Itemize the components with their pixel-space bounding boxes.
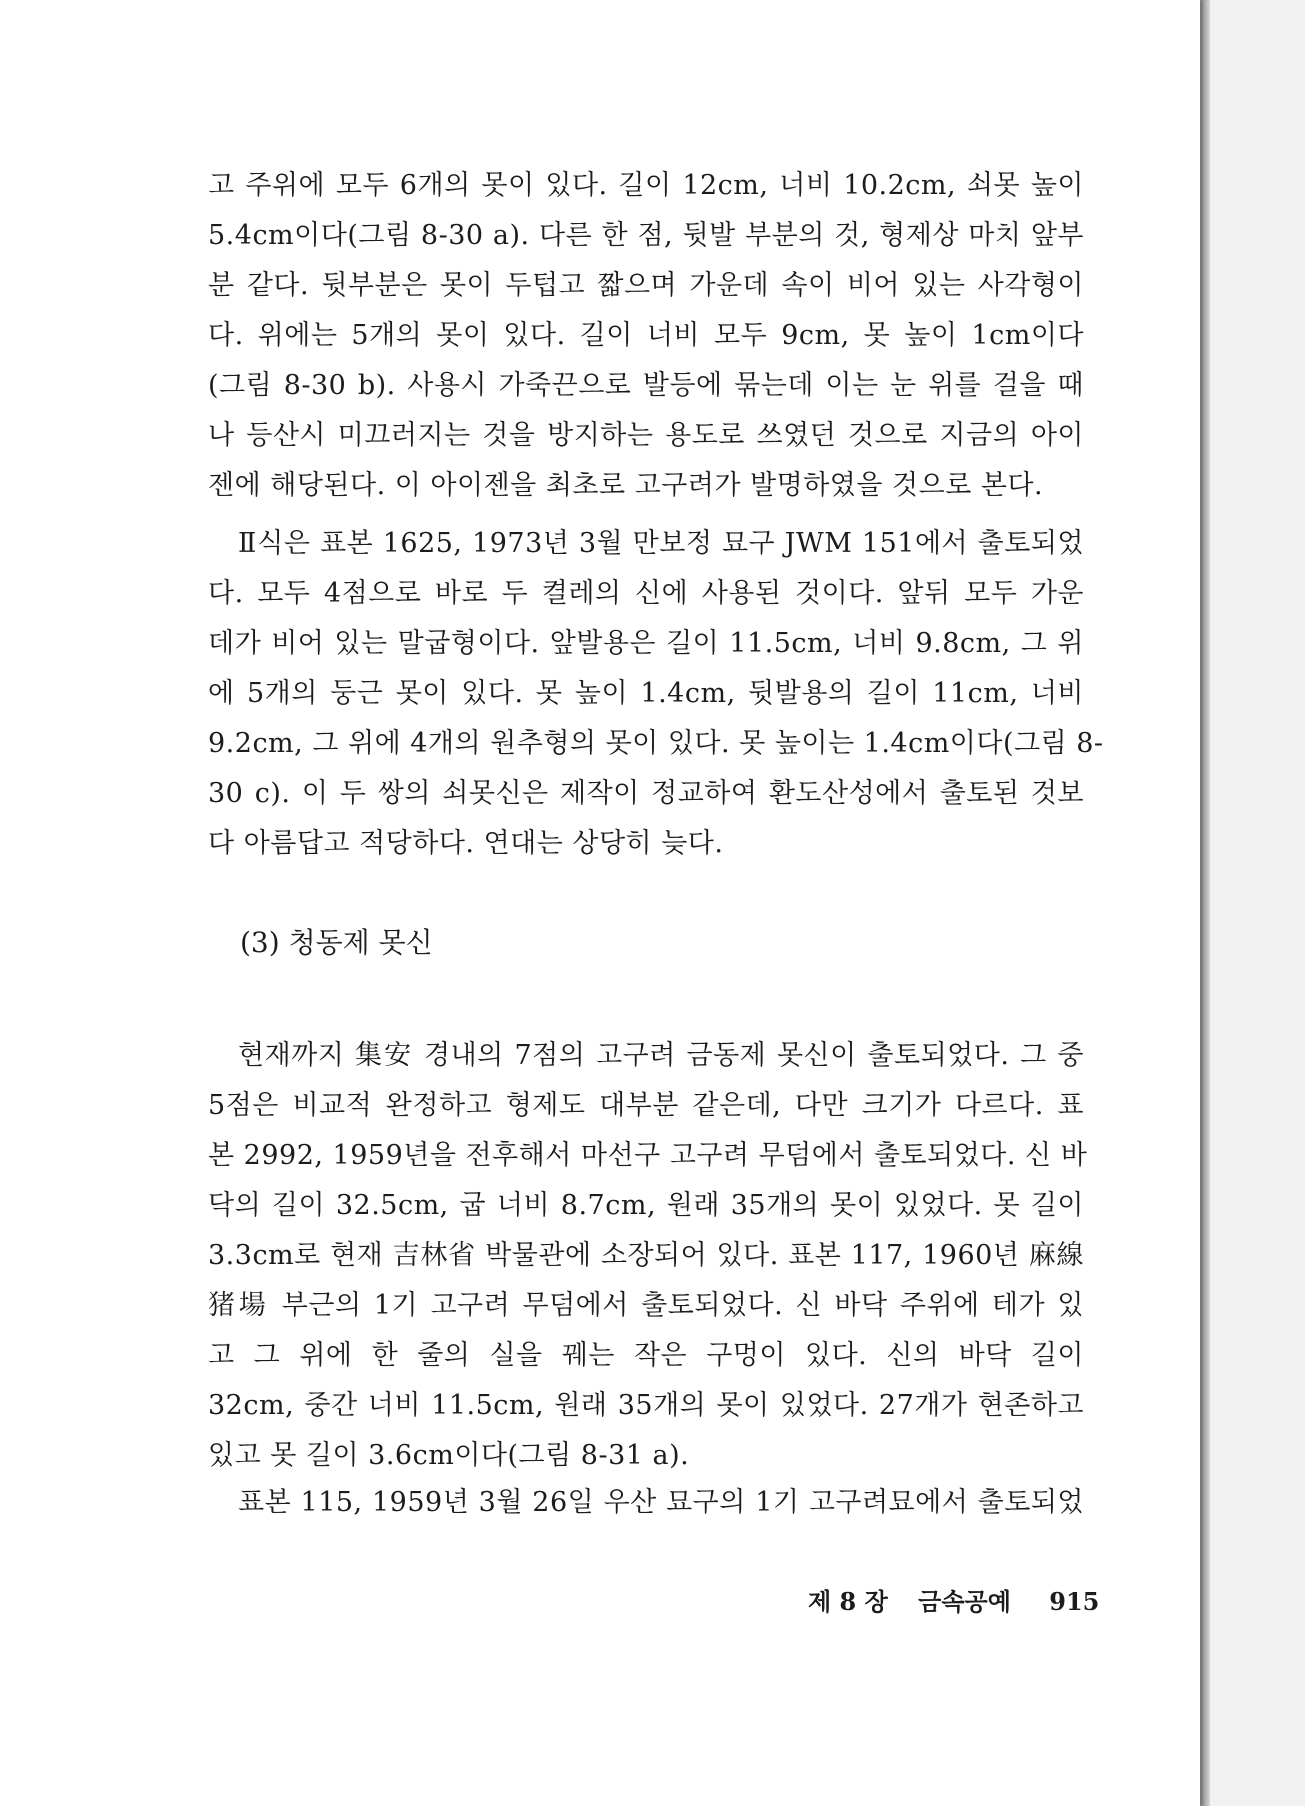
- text-line: 5.4cm이다(그림 8-30 a). 다른 한 점, 뒷발 부분의 것, 형제상 마치 앞부: [208, 220, 1084, 251]
- text-line: 나 등산시 미끄러지는 것을 방지하는 용도로 쓰였던 것으로 지금의 아이: [208, 420, 1084, 451]
- text-line: 9.2cm, 그 위에 4개의 원추형의 못이 있다. 못 높이는 1.4cm이다(그림 8-: [208, 728, 1104, 759]
- text-line: 고 주위에 모두 6개의 못이 있다. 길이 12cm, 너비 10.2cm, 쇠못 높이: [208, 170, 1084, 201]
- text-line: 다. 위에는 5개의 못이 있다. 길이 너비 모두 9cm, 못 높이 1cm이다: [208, 320, 1084, 351]
- text-line: 표본 115, 1959년 3월 26일 우산 묘구의 1기 고구려묘에서 출토되었: [238, 1487, 1084, 1518]
- text-line: 닥의 길이 32.5cm, 굽 너비 8.7cm, 원래 35개의 못이 있었다. 못 길이: [208, 1190, 1084, 1221]
- text-line: 猪場 부근의 1기 고구려 무덤에서 출토되었다. 신 바닥 주위에 테가 있: [208, 1290, 1084, 1321]
- text-line: 젠에 해당된다. 이 아이젠을 최초로 고구려가 발명하였을 것으로 본다.: [208, 470, 1044, 501]
- text-line: 본 2992, 1959년을 전후해서 마선구 고구려 무덤에서 출토되었다. 신 바: [208, 1140, 1088, 1171]
- text-line: (그림 8-30 b). 사용시 가죽끈으로 발등에 묶는데 이는 눈 위를 걸을 때: [208, 370, 1084, 401]
- text-line: 고 그 위에 한 줄의 실을 꿰는 작은 구멍이 있다. 신의 바닥 길이: [208, 1340, 1084, 1371]
- text-line: 3.3cm로 현재 吉林省 박물관에 소장되어 있다. 표본 117, 1960년 麻線: [208, 1240, 1084, 1271]
- text-line: 다. 모두 4점으로 바로 두 켤레의 신에 사용된 것이다. 앞뒤 모두 가운: [208, 578, 1084, 609]
- chapter-label: 제 8 장: [808, 1587, 888, 1616]
- text-line: Ⅱ식은 표본 1625, 1973년 3월 만보정 묘구 JWM 151에서 출토되었: [238, 528, 1084, 559]
- section-heading: (3) 청동제 못신: [240, 926, 433, 959]
- page-footer: [808, 1582, 1099, 1617]
- paragraph-4: [208, 1478, 1084, 1528]
- text-line: 5점은 비교적 완정하고 형제도 대부분 같은데, 다만 크기가 다르다. 표: [208, 1090, 1084, 1121]
- chapter-title: 금속공예: [918, 1587, 1011, 1616]
- paragraph-2: [208, 519, 1104, 869]
- text-line: 에 5개의 둥근 못이 있다. 못 높이 1.4cm, 뒷발용의 길이 11cm, 너비: [208, 678, 1084, 709]
- paragraph-1: [208, 161, 1084, 511]
- page-number: 915: [1049, 1587, 1100, 1616]
- text-line: 다 아름답고 적당하다. 연대는 상당히 늦다.: [208, 828, 724, 859]
- text-line: 있고 못 길이 3.6cm이다(그림 8-31 a).: [208, 1440, 690, 1471]
- text-line: 데가 비어 있는 말굽형이다. 앞발용은 길이 11.5cm, 너비 9.8cm, 그 위: [208, 628, 1084, 659]
- paragraph-3: [208, 1031, 1088, 1481]
- text-line: 30 c). 이 두 쌍의 쇠못신은 제작이 정교하여 환도산성에서 출토된 것보: [208, 778, 1084, 809]
- text-line: 현재까지 集安 경내의 7점의 고구려 금동제 못신이 출토되었다. 그 중: [238, 1040, 1084, 1071]
- text-line: 분 같다. 뒷부분은 못이 두텁고 짧으며 가운데 속이 비어 있는 사각형이: [208, 270, 1084, 301]
- text-line: 32cm, 중간 너비 11.5cm, 원래 35개의 못이 있었다. 27개가 현존하고: [208, 1390, 1084, 1421]
